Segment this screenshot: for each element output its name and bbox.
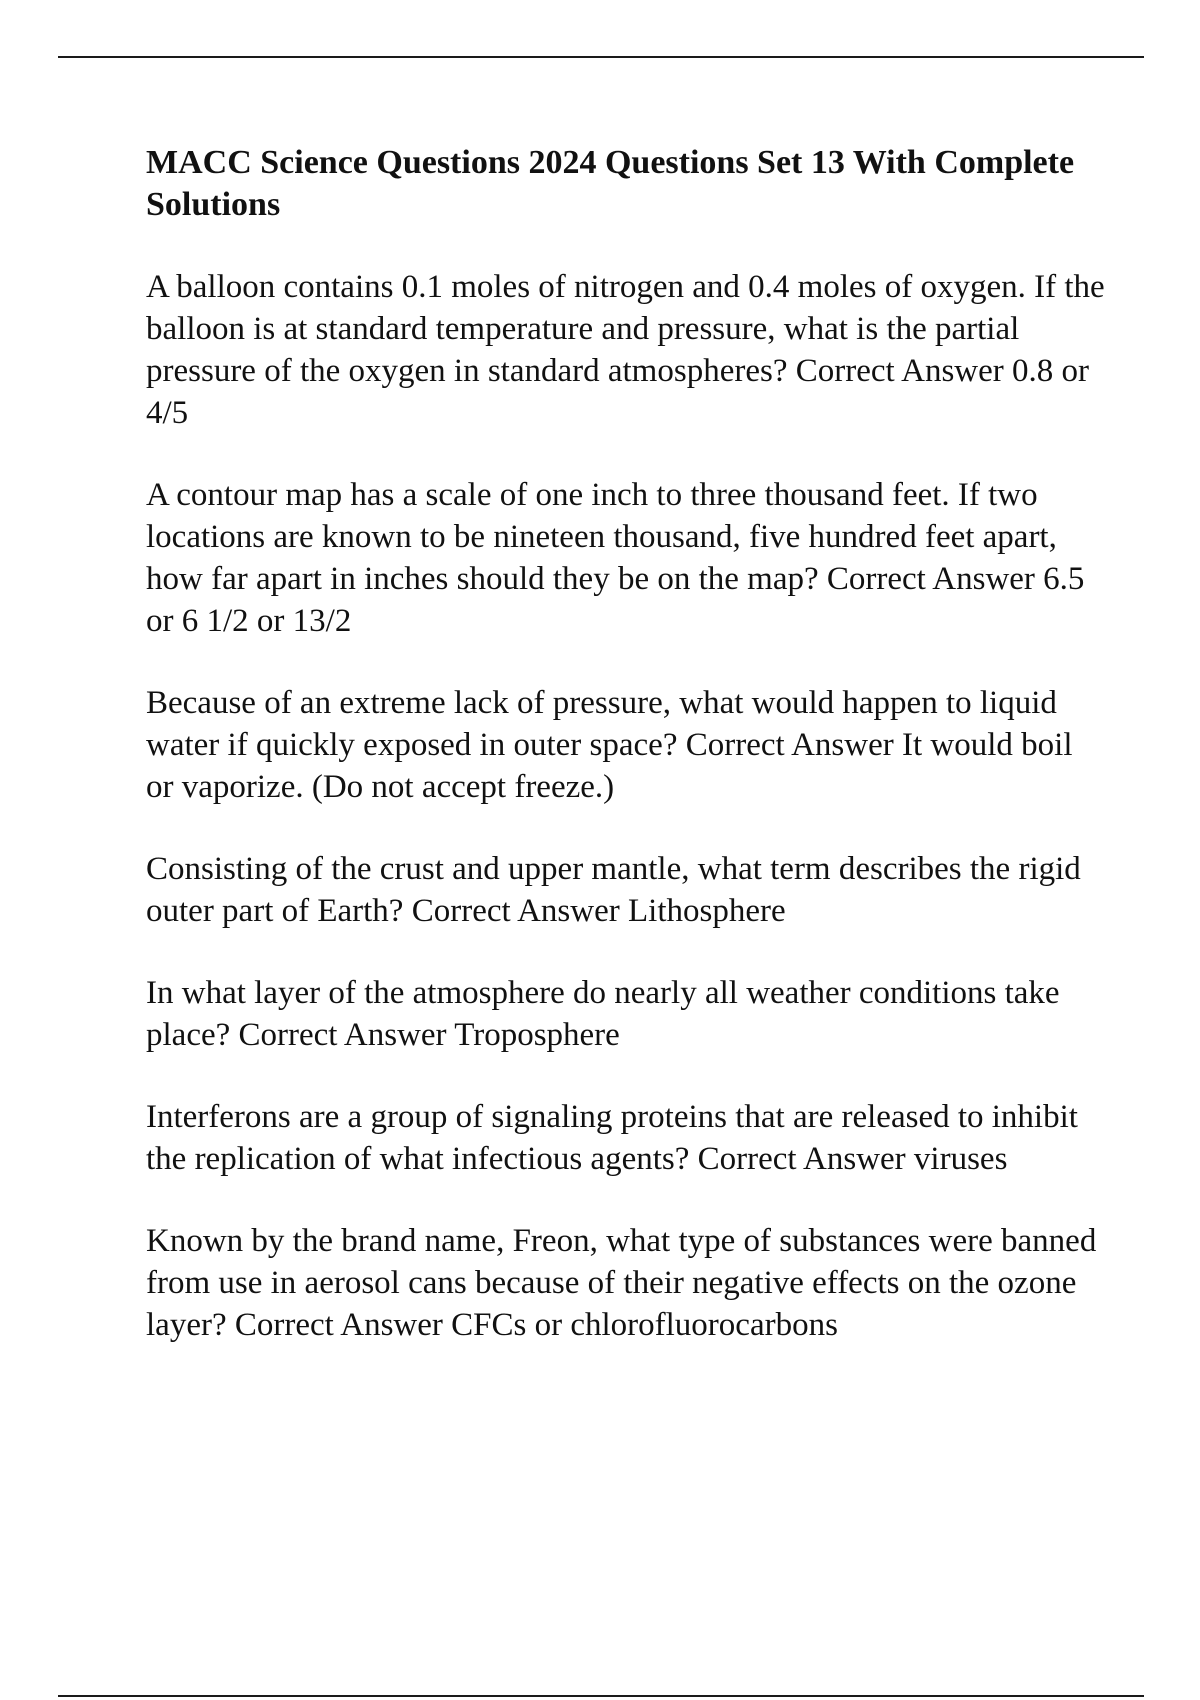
answer-label: Correct Answer	[234, 1307, 443, 1343]
answer-text: 6.5 or 6 1/2 or 13/2	[146, 561, 1093, 639]
answer-label: Correct Answer	[826, 561, 1035, 597]
question-text: A balloon contains 0.1 moles of nitrogen and 0.4 moles of oxygen. If the balloon is at standard temperature and pressure, what is the partial pressure of the oxygen in standard atmospheres?	[146, 269, 1113, 389]
qa-item	[146, 682, 1106, 808]
qa-item	[146, 1220, 1106, 1346]
question-text: Known by the brand name, Freon, what type of substances were banned from use in aerosol cans because of their negative effects on the ozone layer?	[146, 1223, 1105, 1343]
answer-text: 0.8 or 4/5	[146, 353, 1098, 431]
answer-label: Correct Answer	[238, 1017, 447, 1053]
question-text: A contour map has a scale of one inch to three thousand feet. If two locations are known to be nineteen thousand, five hundred feet apart, how far apart in inches should they be on the map?	[146, 477, 1066, 597]
document-title: MACC Science Questions 2024 Questions Set 13 With Complete Solutions	[146, 144, 1075, 223]
question-text: Because of an extreme lack of pressure, what would happen to liquid water if quickly exposed in outer space?	[146, 685, 1066, 763]
answer-text: Troposphere	[454, 1017, 620, 1053]
qa-item	[146, 972, 1106, 1056]
document-body	[146, 142, 1113, 1386]
answer-text: Lithosphere	[628, 893, 786, 929]
question-text: Consisting of the crust and upper mantle, what term describes the rigid outer part of Earth?	[146, 851, 1090, 929]
qa-item	[146, 1096, 1106, 1180]
header-rule	[58, 56, 1144, 58]
answer-label: Correct Answer	[685, 727, 894, 763]
answer-label: Correct Answer	[411, 893, 620, 929]
qa-item	[146, 848, 1106, 932]
answer-text: viruses	[913, 1141, 1008, 1177]
answer-label: Correct Answer	[697, 1141, 906, 1177]
answer-label: Correct Answer	[795, 353, 1004, 389]
answer-text: CFCs or chlorofluorocarbons	[451, 1307, 838, 1343]
qa-item	[146, 266, 1113, 434]
question-text: Interferons are a group of signaling proteins that are released to inhibit the replication of what infectious agents?	[146, 1099, 1087, 1177]
footer-rule	[58, 1695, 1144, 1697]
question-text: In what layer of the atmosphere do nearly all weather conditions take place?	[146, 975, 1068, 1053]
answer-text: It would boil or vaporize. (Do not accept freeze.)	[146, 727, 1081, 805]
qa-item	[146, 474, 1106, 642]
